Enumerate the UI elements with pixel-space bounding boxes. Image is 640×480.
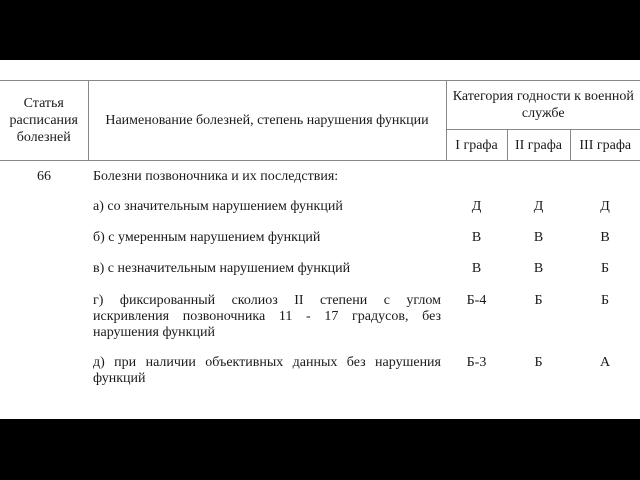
header-column-2: II графа <box>507 130 570 161</box>
row-text: д) при наличии объективных данных без нарушения функций <box>93 355 441 386</box>
category-cell: Б <box>600 261 610 276</box>
disease-schedule-table <box>0 80 640 389</box>
header-article: Статья расписания болезней <box>0 81 88 161</box>
row-text: а) со значительным нарушением функций <box>93 199 343 214</box>
letterbox-top <box>0 0 640 60</box>
section-title: Болезни позвоночника и их последствия: <box>93 169 339 184</box>
category-cell: А <box>599 355 611 370</box>
category-cell: В <box>600 230 610 245</box>
letterbox-bottom <box>0 419 640 480</box>
table-row <box>0 161 640 193</box>
table-row <box>0 223 640 254</box>
header-disease-name: Наименование болезней, степень нарушения функции <box>88 81 446 161</box>
table-row <box>0 254 640 285</box>
table-row <box>0 285 640 349</box>
article-number: 66 <box>37 169 51 184</box>
category-cell: Д <box>600 199 610 214</box>
category-cell: Б-3 <box>466 355 487 370</box>
category-cell: Д <box>471 199 482 214</box>
category-cell: В <box>471 261 482 276</box>
category-cell: В <box>533 261 544 276</box>
category-cell: В <box>533 230 544 245</box>
category-cell: Б <box>534 355 543 370</box>
category-cell: В <box>471 230 482 245</box>
table-row <box>0 349 640 389</box>
row-text: в) с незначительным нарушением функций <box>93 261 351 276</box>
document-page <box>0 60 640 419</box>
header-category: Категория годности к военной службе <box>446 81 640 130</box>
category-cell: Б <box>534 293 543 308</box>
row-text: г) фиксированный сколиоз II степени с углом искривления позвоночника 11 - 17 градусов, без нарушения функций <box>93 293 441 340</box>
header-column-3: III графа <box>570 130 640 161</box>
header-column-1: I графа <box>446 130 507 161</box>
category-cell: Б-4 <box>466 293 487 308</box>
category-cell: Д <box>533 199 544 214</box>
row-text: б) с умеренным нарушением функций <box>93 230 321 245</box>
table-row <box>0 192 640 223</box>
category-cell: Б <box>600 293 610 308</box>
